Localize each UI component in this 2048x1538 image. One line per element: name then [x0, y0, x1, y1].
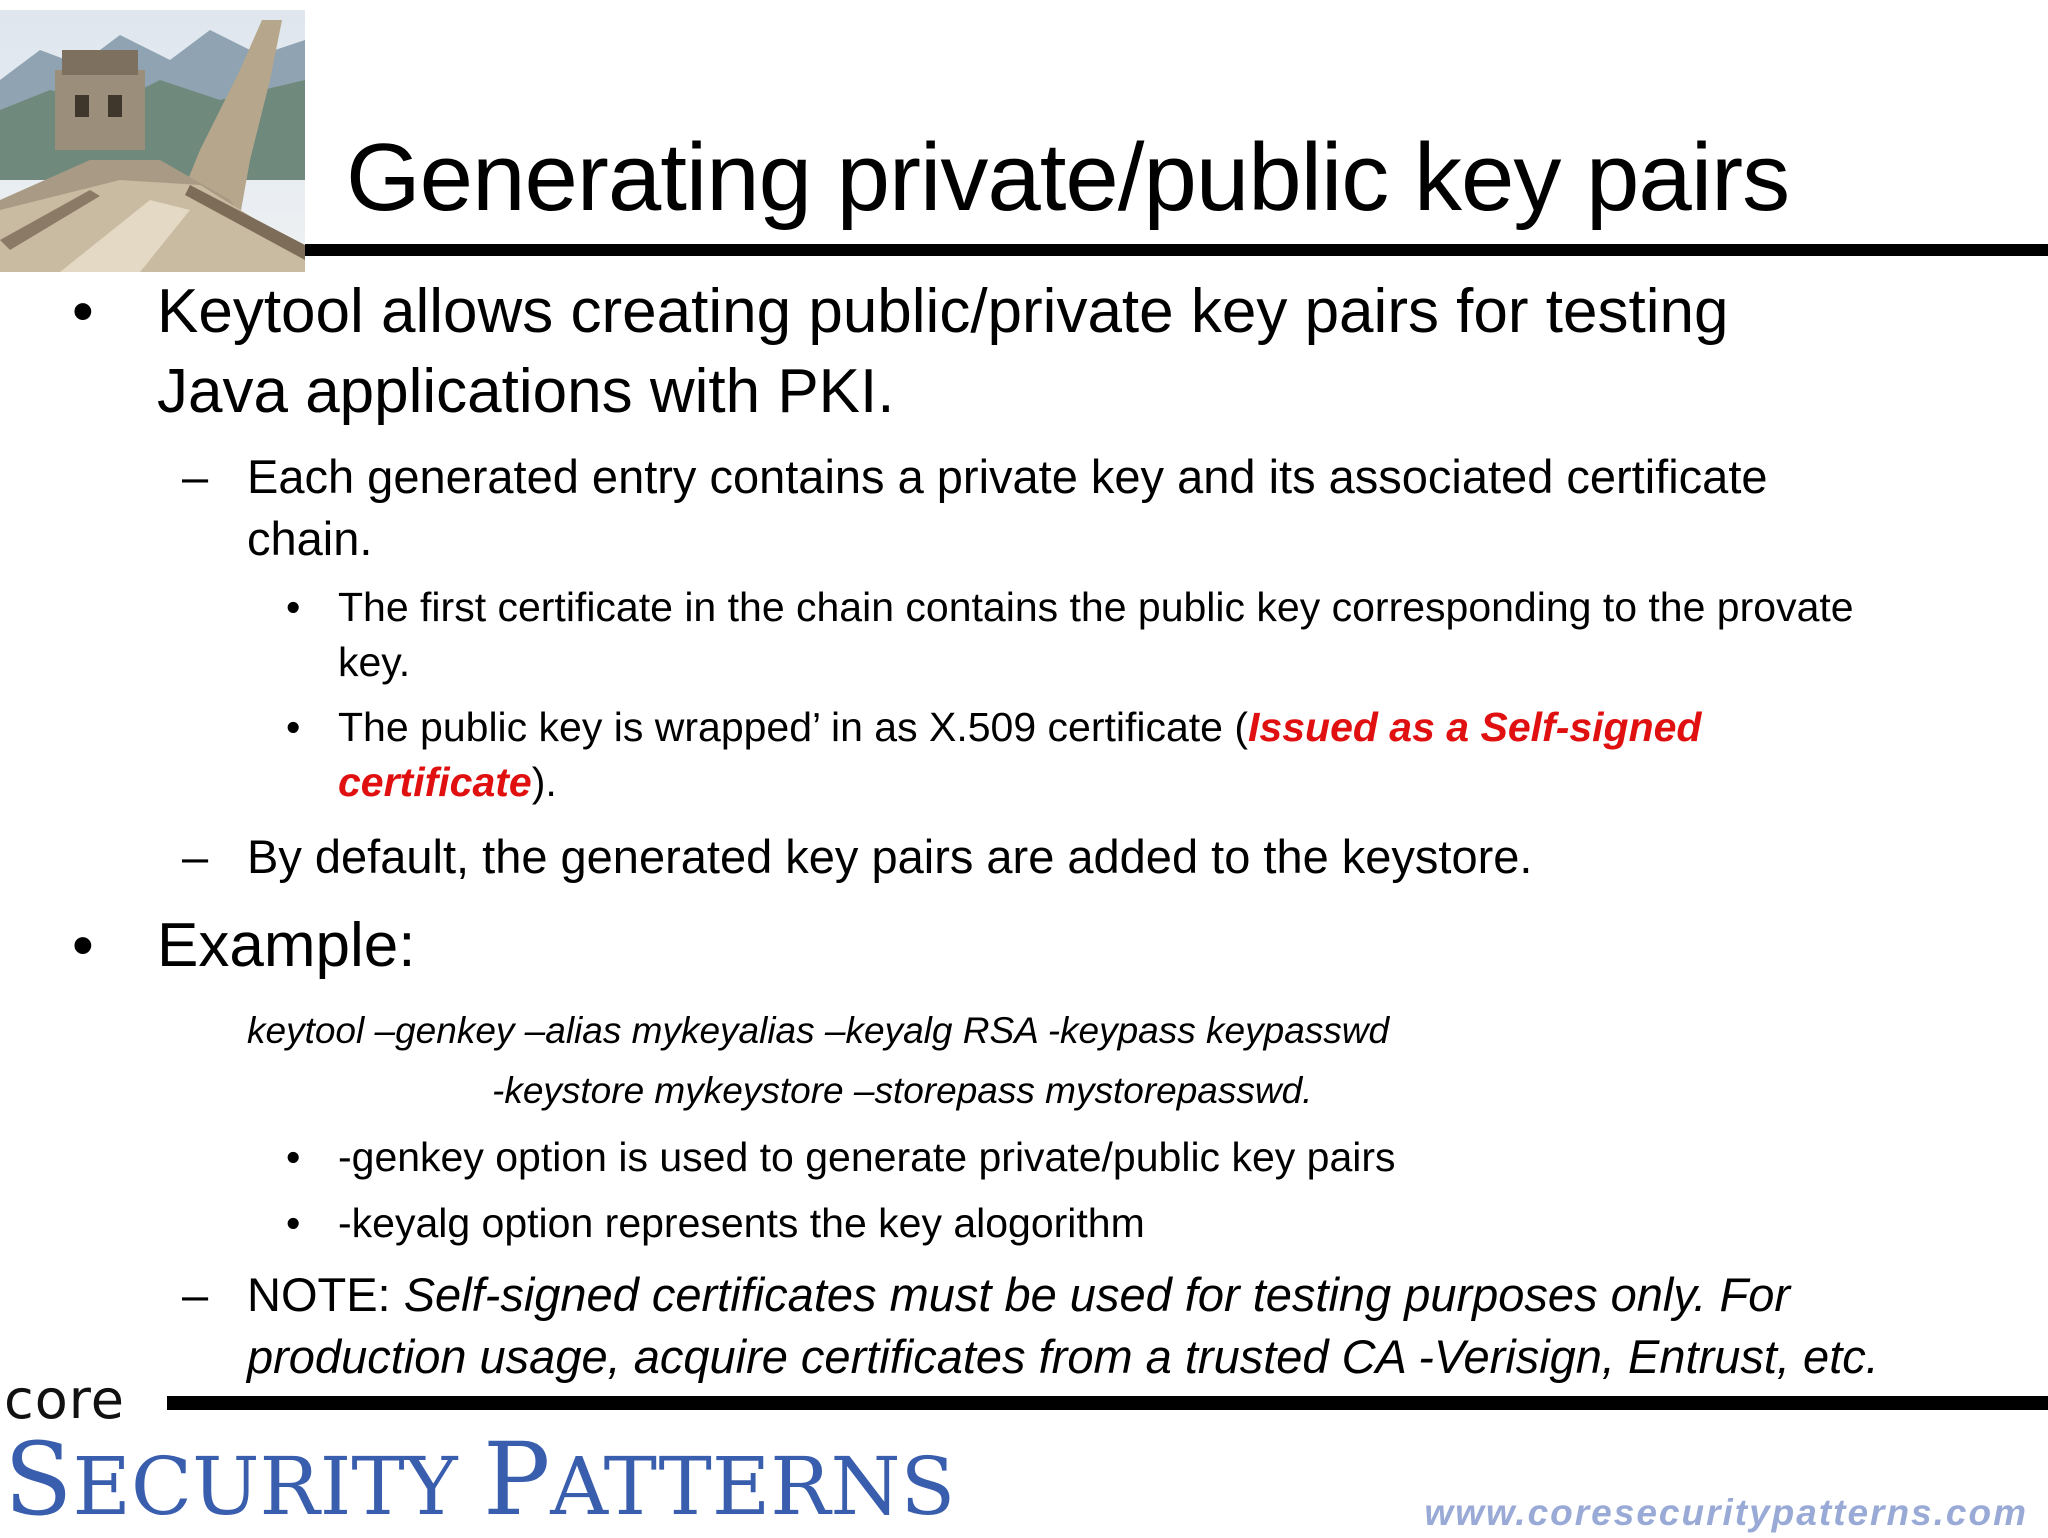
logo-core-text: core	[4, 1368, 125, 1431]
note-text-line2: production usage, acquire certificates from a trusted CA -Verisign, Entrust, etc.	[247, 1330, 1879, 1383]
bullet-keytool-line1: Keytool allows creating public/private key pairs for testing	[157, 277, 1729, 346]
footer-url[interactable]: www.coresecuritypatterns.com	[1424, 1492, 2028, 1533]
note-line1	[247, 1264, 1790, 1326]
dash-mark: –	[182, 450, 209, 503]
command-line1: keytool –genkey –alias mykeyalias –keyalg RSA -keypass keypasswd	[247, 1010, 1390, 1051]
note-text-line1: Self-signed certificates must be used for testing purposes only. For	[403, 1268, 1790, 1321]
subsub-public-key-line1	[338, 700, 1701, 755]
great-wall-image	[0, 10, 305, 272]
wrapped-text: The public key is wrapped’ in as X.509 certificate (	[338, 704, 1249, 750]
note-label: NOTE:	[247, 1268, 404, 1321]
core-security-patterns-logo	[4, 1421, 956, 1538]
logo-s: S	[4, 1421, 73, 1538]
subbullet-entry-line1: Each generated entry contains a private key and its associated certificate	[247, 450, 1768, 503]
logo-ecurity: ECURITY	[72, 1440, 483, 1533]
logo-p: P	[482, 1421, 551, 1538]
bullet-keytool-line2: Java applications with PKI.	[157, 357, 895, 426]
great-wall-photo	[0, 10, 305, 272]
bullet-mark: •	[286, 584, 301, 630]
bullet-mark: •	[72, 911, 94, 980]
command-line2: -keystore mykeystore –storepass mystorepasswd.	[492, 1070, 1313, 1111]
subsub-first-certificate-line2: key.	[338, 639, 411, 685]
subbullet-entry-line2: chain.	[247, 512, 373, 565]
slide-title: Generating private/public key pairs	[346, 124, 1790, 231]
bullet-example-text: Example:	[157, 911, 416, 980]
dash-mark: –	[182, 1268, 209, 1321]
bullet-mark: •	[72, 277, 94, 346]
title-divider	[305, 244, 2048, 256]
dash-mark: –	[182, 830, 209, 883]
bullet-mark: •	[286, 1200, 301, 1246]
bullet-mark: •	[286, 704, 301, 750]
closing-paren: ).	[531, 759, 557, 805]
logo-atterns: ATTERNS	[550, 1440, 956, 1533]
bullet-mark: •	[286, 1134, 301, 1180]
self-signed-highlight: Issued as a Self-signed	[1248, 704, 1702, 750]
subbullet-default-text: By default, the generated key pairs are added to the keystore.	[247, 830, 1533, 883]
subsub-first-certificate-line1: The first certificate in the chain contains the public key corresponding to the provate	[338, 584, 1854, 630]
subsub-keyalg-text: -keyalg option represents the key alogorithm	[338, 1200, 1145, 1246]
subsub-public-key-line2	[338, 755, 557, 810]
footer-divider	[167, 1396, 2048, 1410]
subsub-genkey-text: -genkey option is used to generate private/public key pairs	[338, 1134, 1396, 1180]
certificate-highlight: certificate	[338, 759, 532, 805]
